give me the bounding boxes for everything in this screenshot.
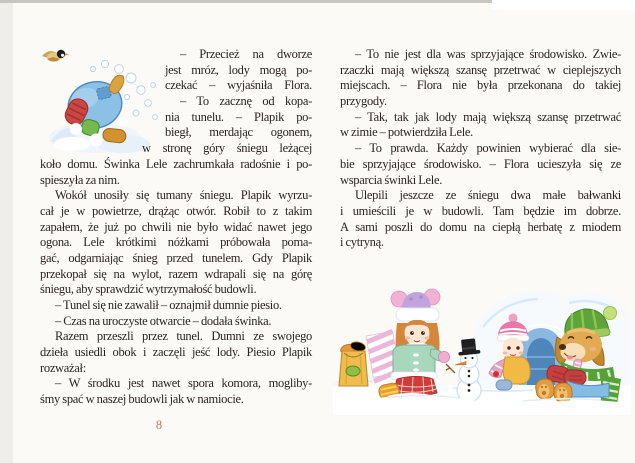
scan-edge-top (0, 0, 492, 3)
text-line: i cytryną. (340, 235, 384, 250)
text-line: wsparcia świnki Lele. (340, 172, 443, 187)
text-line: przekopał się na wylot, razem wdrapali się na górę (40, 266, 312, 281)
text-line: w zimie – potwierdziła Lele. (340, 125, 473, 140)
text-line: miejscach. – Flora nie była przekonana do takiej (340, 78, 621, 93)
text-line: nia tunelu. – Plapik po- (165, 109, 312, 124)
text-line: dzieła usiedli obok i zaczęli jeść lody. Piesio Plapik (40, 345, 312, 360)
right-page-text (340, 47, 621, 251)
paper-bag (339, 341, 368, 386)
pink-mitten (438, 351, 449, 362)
text-line: – To zacznę od kopa- (180, 94, 312, 109)
text-line: Razem przeszli przez tunel. Dumni ze swojego (55, 329, 312, 344)
text-line: – Czas na uroczyste otwarcie – dodała świnka. (55, 313, 272, 328)
text-line: cał je w powietrze, drążąc otwór. Robił to z takim (40, 203, 312, 218)
twig-arm (446, 364, 455, 373)
dog-nose (559, 344, 566, 350)
text-line: – Tak, tak jak lody mają większą szansę przetrwać (355, 109, 621, 124)
text-line: przygody. (340, 94, 387, 109)
text-line: i umieścili je w budowli. Tam będzie im dobrze. (340, 203, 621, 218)
text-line: – Tunel się nie zawalił – oznajmił dumnie piesio. (55, 298, 282, 312)
scan-edge-left (0, 0, 13, 463)
text-line: śniegu, aby sprawdzić wytrzymałość budowli. (40, 282, 257, 297)
text-line: rzaczki mają większą szansę przetrwać w cieplejszych (340, 62, 621, 77)
text-line: zapałem, że już po chwili nie było widać nawet jego (40, 219, 312, 234)
text-line: ogona. Lele krótkimi nóżkami próbowała poma- (40, 235, 312, 250)
text-line: gać, odgarniając śnieg przed tunelem. Gdy Plapik (40, 250, 312, 265)
text-line: Wokół unosiły się tumany śniegu. Plapik wyrzu- (55, 188, 312, 203)
tongue (567, 356, 573, 360)
scan-corner-notch (492, 0, 635, 10)
text-line: rozważał: (40, 360, 86, 375)
blue-boot (496, 380, 512, 390)
text-line: czekać – wyjaśniła Flora. (165, 78, 312, 93)
text-line: – Przecież na dworze (180, 47, 312, 61)
text-line: bie sprzyjające środowisko. – Flora ucieszyła się ze (340, 156, 621, 171)
page-number: 8 (155, 418, 163, 432)
text-line: jest mróz, lody mogą po- (165, 62, 312, 77)
left-page-text (40, 47, 312, 408)
text-line: – To prawda. Każdy powinien wybierać dla sie- (355, 141, 621, 156)
text-line: – W środku jest nawet spora komora, mogliby- (55, 376, 312, 391)
text-line: w stronę góry śniegu leżącej (142, 141, 312, 156)
text-line: A sami poszli do domu na ciepłą herbatę z miodem (340, 219, 621, 234)
text-line: Ulepili jeszcze ze śniegu dwa małe bałwanki (355, 188, 621, 203)
text-line: – To nie jest dla was sprzyjające środowisko. Zwie- (355, 47, 621, 61)
text-line: spieszyła za nim. (40, 172, 120, 187)
winter-scene-illustration (333, 287, 631, 415)
text-line: biegł, merdając ogonem, (165, 125, 312, 140)
text-line: koło domu. Świnka Lele zachrumkała radośnie i po- (40, 156, 312, 171)
hat-pompom (604, 307, 617, 320)
red-apple (493, 371, 499, 377)
text-line: śmy spać w naszej budowli jak w namiocie. (40, 392, 244, 407)
